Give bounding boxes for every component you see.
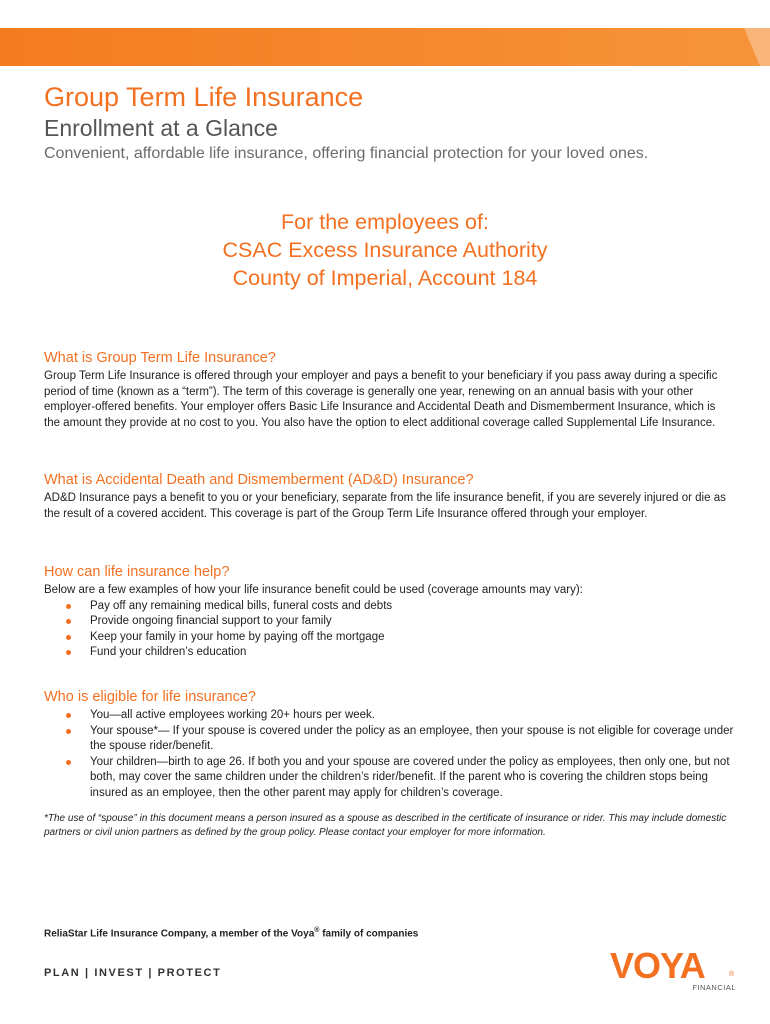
benefit-list xyxy=(44,599,734,661)
section-title: Who is eligible for life insurance? xyxy=(44,689,256,705)
employer-heading: For the employees of: xyxy=(281,210,489,234)
top-banner xyxy=(0,28,770,66)
list-item: Pay off any remaining medical bills, funeral costs and debts xyxy=(44,599,734,615)
banner-accent-shape xyxy=(730,28,770,66)
logo-subtext: FINANCIAL xyxy=(692,983,736,992)
slogan: PLAN | INVEST | PROTECT xyxy=(44,967,222,979)
list-item: Your spouse*— If your spouse is covered under the policy as an employee, then your spouse is not eligible for coverage under the spouse rider/benefit. xyxy=(44,724,734,755)
section-body: AD&D Insurance pays a benefit to you or your beneficiary, separate from the life insurance benefit, if you are severely injured or die as the result of a covered accident. This coverage is part of the Group Term Life Insurance offered through your employer. xyxy=(44,492,726,520)
list-item: Keep your family in your home by paying off the mortgage xyxy=(44,630,734,646)
spouse-footnote: *The use of “spouse” in this document means a person insured as a spouse as described in the certificate of insurance or rider. This may include domestic partners or civil union partners as defined by the group policy. Please contact your employer for more information. xyxy=(44,813,727,838)
section-body: Group Term Life Insurance is offered through your employer and pays a benefit to your beneficiary if you pass away during a specific period of time (known as a “term”). The term of this coverage is generally one year, renewing on an annual basis with your other employer-offered benefits. Your employer offers Basic Life Insurance and Accidental Death and Dismemberment Insurance, which is the amount they provide at no cost to you. You also have the option to elect additional coverage called Supplemental Life Insurance. xyxy=(44,370,718,429)
list-item: Provide ongoing financial support to your family xyxy=(44,614,734,630)
voya-logo-icon xyxy=(608,946,738,992)
bullet-icon xyxy=(66,650,71,655)
eligibility-list xyxy=(44,708,734,801)
list-item: Fund your children’s education xyxy=(44,645,734,661)
bullet-icon xyxy=(66,729,71,734)
page-subtitle: Enrollment at a Glance xyxy=(44,115,278,141)
section-title: How can life insurance help? xyxy=(44,564,230,580)
section-add xyxy=(44,471,734,522)
employer-account: County of Imperial, Account 184 xyxy=(232,266,538,290)
employer-name: CSAC Excess Insurance Authority xyxy=(222,238,548,262)
registered-mark: ® xyxy=(314,927,320,934)
section-title: What is Accidental Death and Dismemberment (AD&D) Insurance? xyxy=(44,472,474,488)
employer-block xyxy=(0,208,770,292)
section-title: What is Group Term Life Insurance? xyxy=(44,350,276,366)
section-how-help xyxy=(44,563,734,661)
section-what-is xyxy=(44,349,734,431)
bullet-icon xyxy=(66,760,71,765)
logo-wordmark: VOYA xyxy=(610,946,705,986)
list-item: You—all active employees working 20+ hours per week. xyxy=(44,708,734,724)
bullet-icon xyxy=(66,713,71,718)
section-eligible xyxy=(44,688,734,801)
bullet-icon xyxy=(66,635,71,640)
list-item: Your children—birth to age 26. If both you and your spouse are covered under the policy as employees, then only one, but not both, may cover the same children under the children’s rider/benefit. If the parent who is covering the children stops being insured as an employee, then the other parent may apply for children’s coverage. xyxy=(44,755,734,802)
bullet-icon xyxy=(66,604,71,609)
company-statement: ReliaStar Life Insurance Company, a member of the Voya® family of companies xyxy=(44,927,419,940)
bullet-icon xyxy=(66,619,71,624)
section-intro: Below are a few examples of how your life insurance benefit could be used (coverage amounts may vary): xyxy=(44,584,583,596)
page-title: Group Term Life Insurance xyxy=(44,82,364,112)
tagline: Convenient, affordable life insurance, offering financial protection for your loved ones. xyxy=(44,145,649,162)
logo-registered-mark: ® xyxy=(729,971,735,978)
